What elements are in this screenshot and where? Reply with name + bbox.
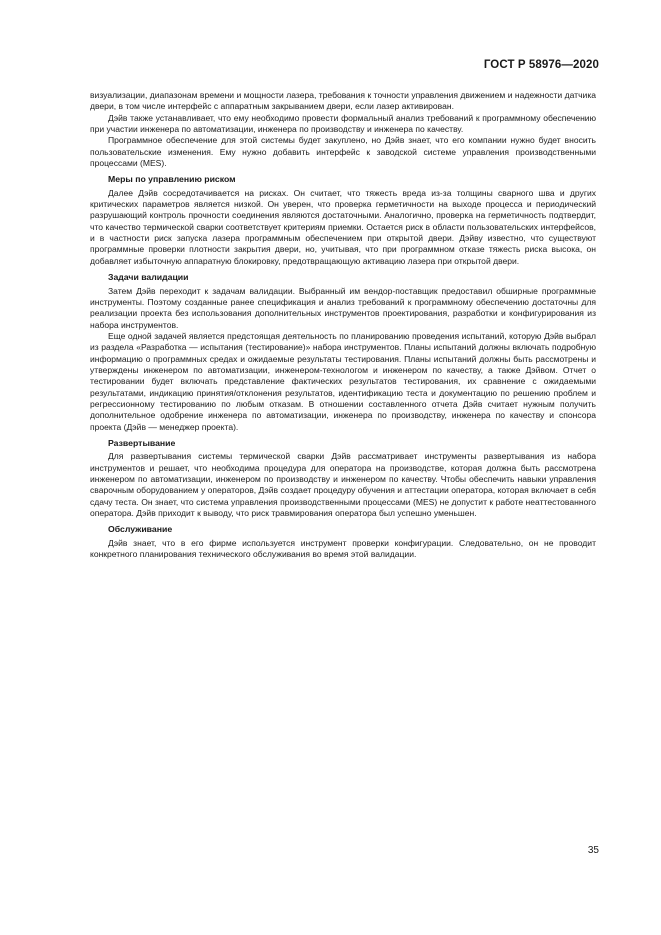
body-paragraph: Дэйв также устанавливает, что ему необходимо провести формальный анализ требований к программному обеспечению при участии инженера по автоматизации, инженера по производству и инженера по качеству.: [90, 112, 596, 135]
section-heading-risk-control: Меры по управлению риском: [108, 174, 236, 185]
body-paragraph: Для развертывания системы термической сварки Дэйв рассматривает инструменты развертывания из набора инструментов и решает, что необходима процедура для оператора на производстве, которая должна быть рассмотрена инженером по автоматизации, инженером по производству и инженером по качеству. Чтобы обеспечить навыки управления сварочным оборудованием у операторов, Дэйв создает процедуру обучения и аттестации оператора, которая включает в себя сдачу теста. Он знает, что система управления производственными процессами (MES) не допустит к работе неаттестованного оператора. Дэйв приходит к выводу, что риск травмирования оператора был успешно уменьшен.: [90, 451, 596, 519]
section-heading-deployment: Развертывание: [108, 437, 176, 448]
section-heading-maintenance: Обслуживание: [108, 524, 173, 535]
body-paragraph: Дэйв знает, что в его фирме используется инструмент проверки конфигурации. Следовательно, он не проводит конкретного планирования технического обслуживания во время этой валидации.: [90, 537, 596, 560]
body-paragraph: Программное обеспечение для этой системы будет закуплено, но Дэйв знает, что его компании нужно будет вносить пользовательские изменения. Ему нужно добавить интерфейс к заводской системе управления производственными процессами (MES).: [90, 135, 596, 169]
document-body: [90, 90, 596, 560]
page-number: 35: [587, 845, 599, 856]
document-header-standard: ГОСТ Р 58976—2020: [483, 59, 599, 71]
body-paragraph: Еще одной задачей является предстоящая деятельность по планированию проведения испытаний, которую Дэйв выбрал из раздела «Разработка — испытания (тестирование)» набора инструментов. Планы испытаний должны включать подробную информацию о программных средах и ожидаемые результаты тестирования. Планы испытаний должны быть рассмотрены и утверждены инженером по автоматизации, инженером-технологом и инженером по качеству, а также Дэйвом. Отчет о тестировании будет включать представление фактических результатов тестирования, их сравнение с ожидаемыми результатами, индикацию принятия/отклонения результатов, идентификацию теста и документацию по решению проблем и регрессионному тестированию по любым отказам. В отношении составленного отчета Дэйв считает нужным получить дополнительное одобрение инженера по автоматизации, инженера по производству, инженера по качеству и спонсора проекта (Дэйв — менеджер проекта).: [90, 330, 596, 432]
body-paragraph: Затем Дэйв переходит к задачам валидации. Выбранный им вендор-поставщик предоставил обширные программные инструменты. Поэтому созданные ранее спецификация и анализ требований к программному обеспечению достаточны для реализации проекта без использования дополнительных инструментов проектирования, разработки и конфигурирования из набора инструментов.: [90, 285, 596, 330]
section-heading-validation-tasks: Задачи валидации: [108, 272, 189, 283]
body-paragraph: Далее Дэйв сосредотачивается на рисках. Он считает, что тяжесть вреда из-за толщины сварного шва и других критических параметров является низкой. Он уверен, что проверка герметичности на выходе процесса и периодический разрушающий контроль прочности соединения являются достаточными. Аналогично, проверка на герметичность подтвердит, что качество термической сварки соответствует критериям приемки. Остается риск в области пользовательских интерфейсов, и в частности риск запуска лазера программным обеспечением при открытой двери. Дэйву известно, что существуют программные проверки плотности закрытия двери, но, учитывая, что при программном отказе тяжесть риска высока, он добавляет избыточную аппаратную блокировку, предотвращающую активацию лазера при открытой двери.: [90, 187, 596, 266]
body-paragraph: визуализации, диапазонам времени и мощности лазера, требования к точности управления движением и надежности датчика двери, в том числе интерфейс с аппаратным закрыванием двери, если лазер активирован.: [90, 90, 596, 112]
